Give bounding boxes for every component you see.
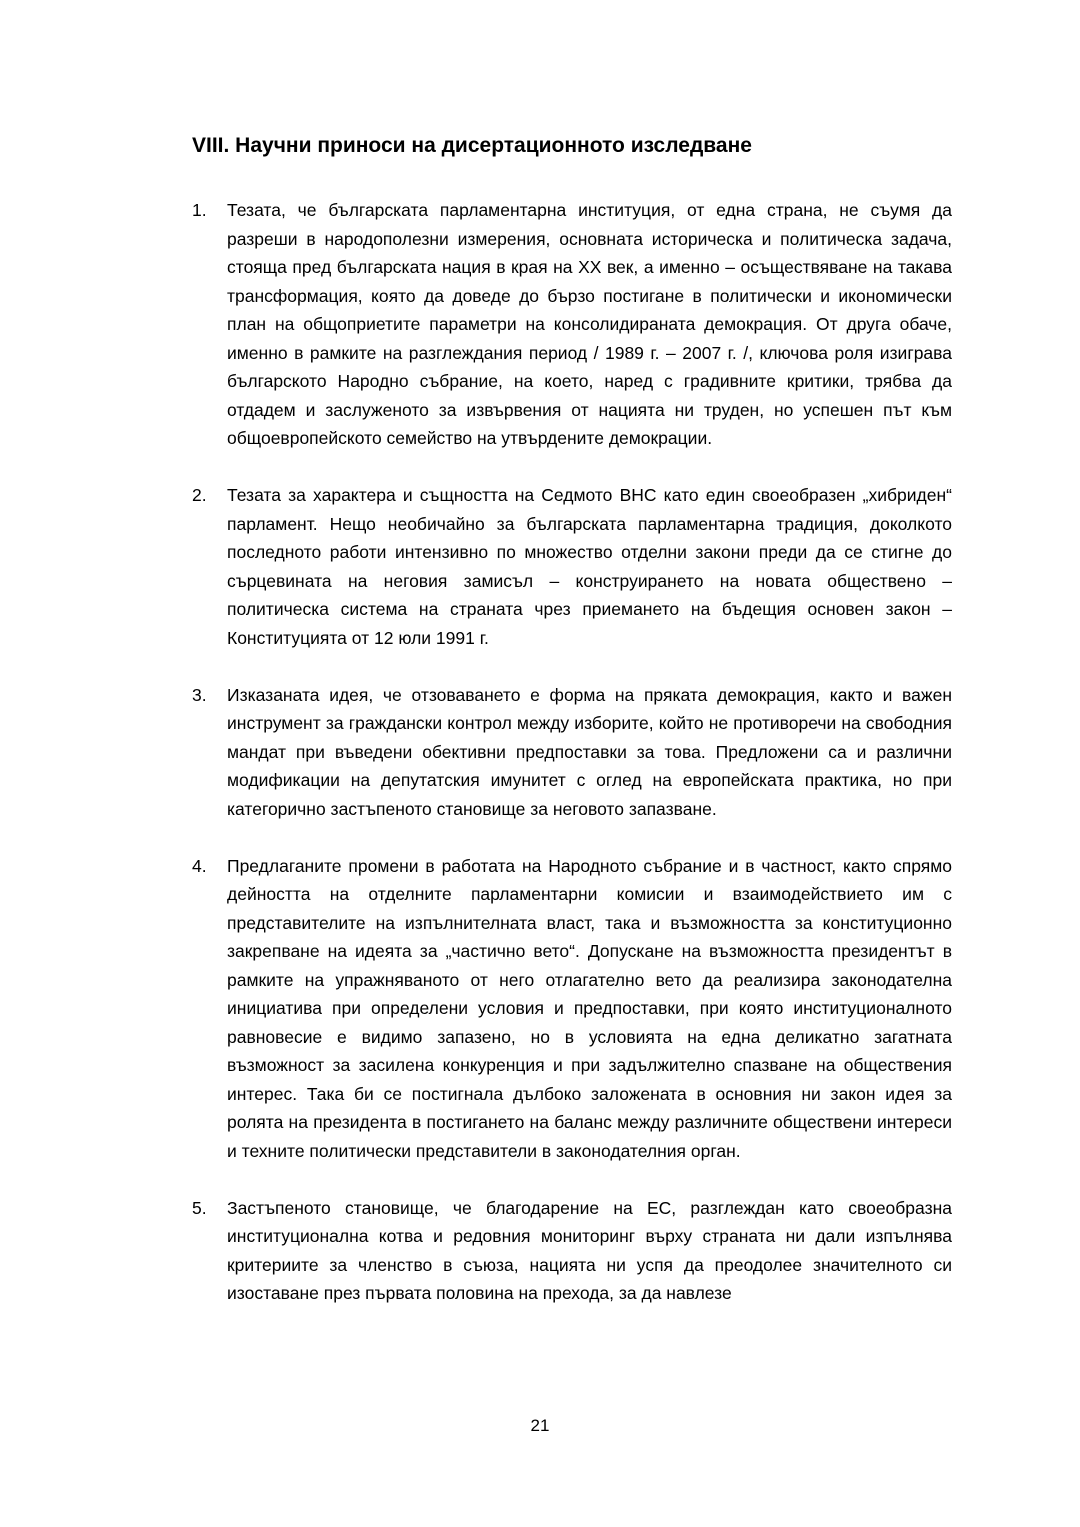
list-item xyxy=(192,1194,952,1308)
contributions-list xyxy=(192,196,952,1336)
list-item xyxy=(192,196,952,453)
list-item-text: Изказаната идея, че отзоваването е форма на пряката демокрация, както и важен инструмент за граждански контрол между изборите, който не противоречи на свободния мандат при въведени обективни предпоставки за това. Предложени са и различни модификации на депутатския имунитет с оглед на европейската практика, но при категорично застъпеното становище за неговото запазване. xyxy=(227,684,952,819)
list-item xyxy=(192,852,952,1166)
section-heading: VIII. Научни приноси на дисертационното изследване xyxy=(192,134,752,157)
list-item-number: 2. xyxy=(192,485,207,505)
list-item xyxy=(192,681,952,824)
list-item-number: 5. xyxy=(192,1197,207,1218)
list-item-number: 1. xyxy=(192,200,207,220)
list-item-text: Тезата, че българската парламентарна институция, от една страна, не съумя да разреши в народополезни измерения, основната историческа и политическа задача, стояща пред българската нация в края на XX век, а именно – осъществяване на такава трансформация, която да доведе до бързо постигане в политически и икономически план на общоприетите параметри на консолидираната демокрация. От друга обаче, именно в рамките на разглеждания период / 1989 г. – 2007 г. /, ключова роля изиграва българското Народно събрание, на което, наред с градивните критики, трябва да отдадем и заслуженото за извървения от нацията ни труден, но успешен път към общоевропейското семейство на утвърдените демокрации. xyxy=(227,200,952,448)
list-item-text: Застъпеното становище, че благодарение на ЕС, разглеждан като своеобразна институционална котва и редовния мониторинг върху страната ни дали изпълнява критериите за членство в съюза, нацията ни успя да преодолее значителното си изоставане през първата половина на прехода, за да навлезе xyxy=(227,1197,952,1303)
list-item xyxy=(192,481,952,652)
list-item-text: Тезата за характера и същността на Седмото ВНС като един своеобразен „хибриден“ парламент. Нещо необичайно за българската парламентарна традиция, доколкото последното работи интензивно по множество отделни закони преди да се стигне до сърцевината на неговия замисъл – конструирането на новата обществено – политическа система на страната чрез приемането на бъдещия основен закон – Конституцията от 12 юли 1991 г. xyxy=(227,485,952,648)
list-item-number: 4. xyxy=(192,855,207,876)
list-item-number: 3. xyxy=(192,684,207,705)
page-number: 21 xyxy=(530,1416,550,1435)
list-item-text: Предлаганите промени в работата на Народното събрание и в частност, както спрямо дейността на отделните парламентарни комисии и взаимодействието им с представителите на изпълнителната власт, така и възможността за конституционно закрепване на идеята за „частично вето“. Допускане на възможността президентът в рамките на упражняваното от него отлагателно вето да реализира законодателна инициатива при определени условия и предпоставки, при която институционалното равновесие е видимо запазено, но в условията на една деликатно загатнатa възможност за засилена конкуренция и при задължително спазване на обществения интерес. Така би се постигнала дълбоко заложената в основния ни закон идея за ролята на президента в постигането на баланс между различните обществени интереси и техните политически представители в законодателния орган. xyxy=(227,855,952,1161)
